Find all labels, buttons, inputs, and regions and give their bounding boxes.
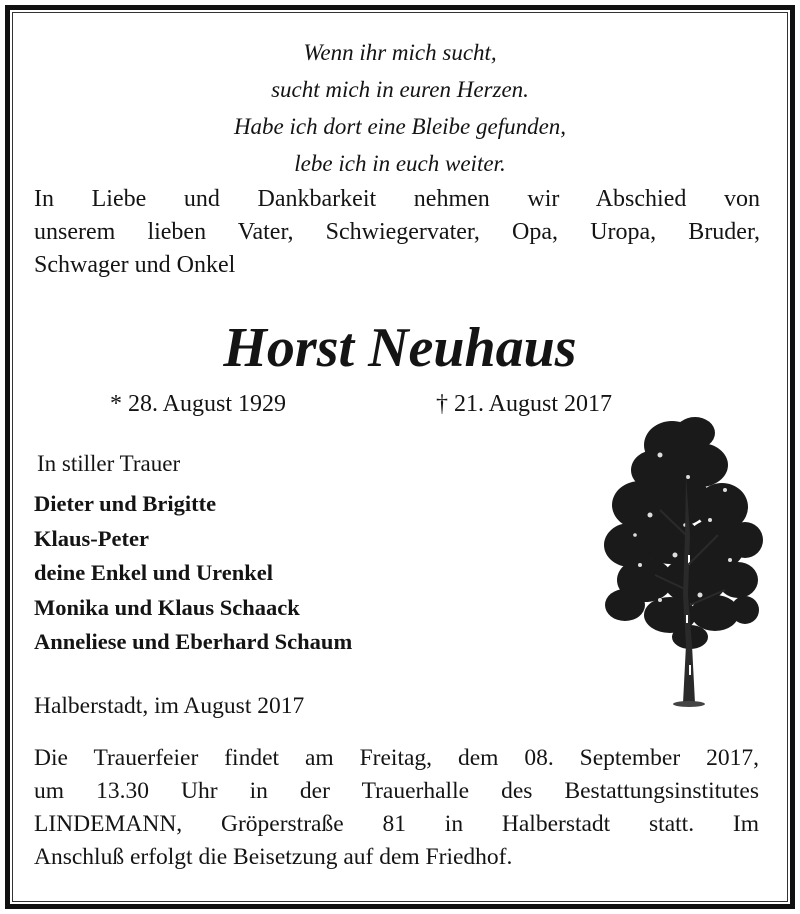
funeral-notice [34, 742, 759, 874]
mourner-name: deine Enkel und Urenkel [34, 560, 274, 585]
farewell-line: In Liebe und Dankbarkeit nehmen wir Abschied von [34, 186, 760, 212]
farewell-line: Schwager und Onkel [34, 252, 236, 278]
poem-line: sucht mich in euren Herzen. [271, 77, 529, 102]
poem-line: Wenn ihr mich sucht, [303, 40, 497, 65]
funeral-line: Die Trauerfeier findet am Freitag, dem 08. September 2017, [34, 745, 759, 771]
funeral-line: Anschluß erfolgt die Beisetzung auf dem Friedhof. [34, 844, 513, 870]
farewell-line: unserem lieben Vater, Schwiegervater, Opa, Uropa, Bruder, [34, 219, 760, 245]
mourner-name: Anneliese und Eberhard Schaum [34, 629, 353, 654]
mourner-name: Dieter und Brigitte [34, 491, 217, 516]
farewell-text [34, 183, 760, 282]
mourner-name: Monika und Klaus Schaack [34, 594, 300, 620]
mourner-name: Klaus-Peter [34, 525, 149, 551]
death-date: † 21. August 2017 [436, 391, 613, 417]
deceased-name: Horst Neuhaus [223, 317, 577, 379]
poem-line: lebe ich in euch weiter. [294, 151, 506, 176]
place-and-date: Halberstadt, im August 2017 [34, 693, 305, 719]
birth-date: * 28. August 1929 [110, 391, 287, 417]
mourners-list [34, 487, 352, 660]
funeral-line: LINDEMANN, Gröperstraße 81 in Halberstadt statt. Im [34, 811, 759, 837]
memorial-poem [0, 34, 800, 182]
birch-tree-icon [600, 415, 770, 710]
mourners-label: In stiller Trauer [37, 451, 181, 476]
poem-line: Habe ich dort eine Bleibe gefunden, [233, 114, 567, 139]
funeral-line: um 13.30 Uhr in der Trauerhalle des Bestattungsinstitutes [34, 778, 759, 804]
